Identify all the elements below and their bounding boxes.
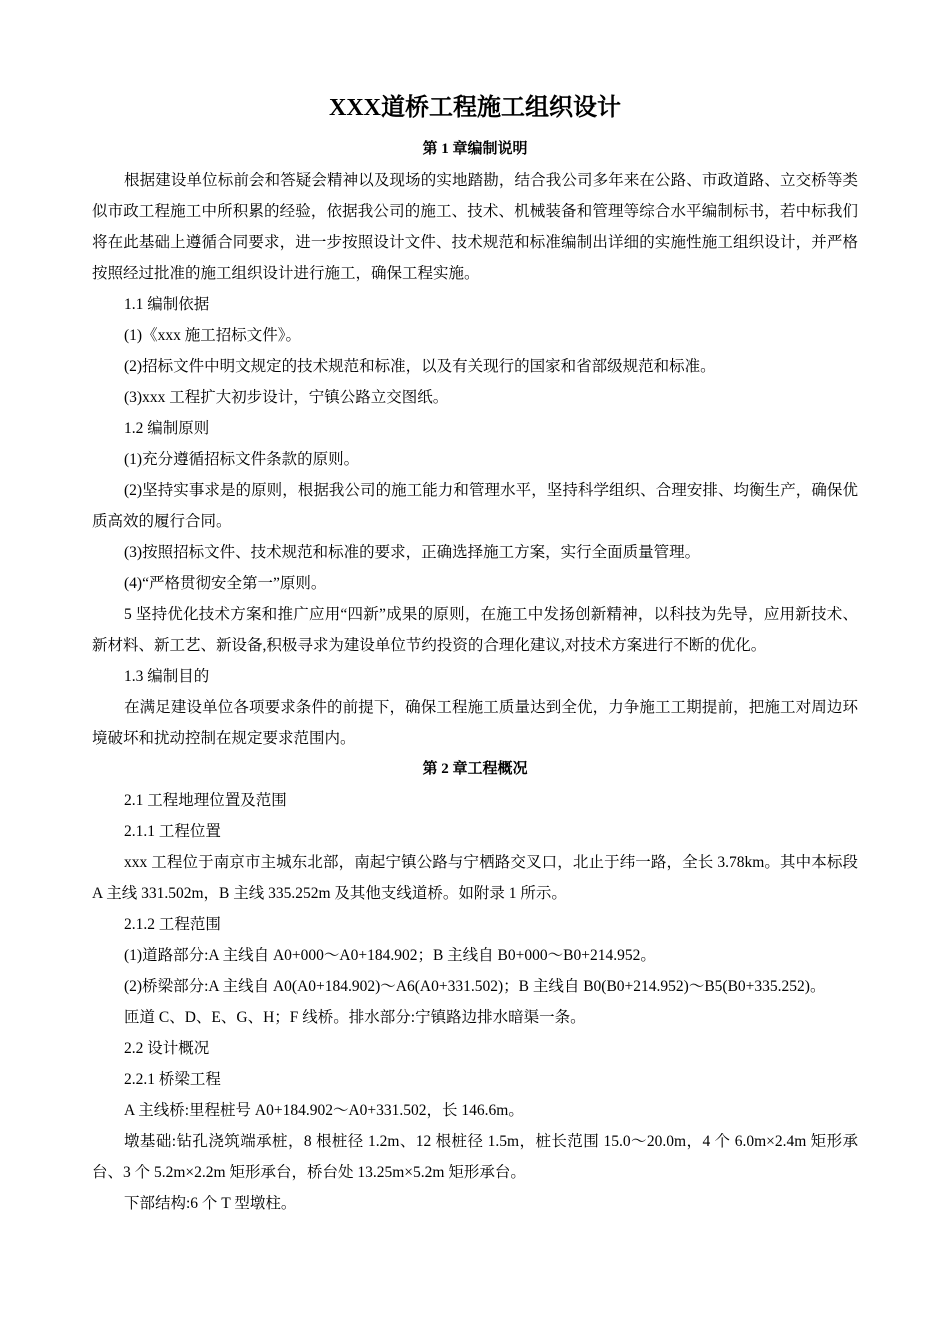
paragraph: (2)招标文件中明文规定的技术规范和标准，以及有关现行的国家和省部级规范和标准。 <box>124 358 716 375</box>
paragraph: 下部结构:6 个 T 型墩柱。 <box>124 1195 297 1212</box>
paragraph: A 主线桥:里程桩号 A0+184.902～A0+331.502，长 146.6m。 <box>124 1102 524 1119</box>
paragraph: 2.1.1 工程位置 <box>124 823 221 840</box>
chapter-heading: 第 1 章编制说明 <box>422 141 528 157</box>
paragraph: 2.2.1 桥梁工程 <box>124 1071 221 1088</box>
paragraph: (1)《xxx 施工招标文件》。 <box>124 327 301 344</box>
paragraph: 2.2 设计概况 <box>124 1040 210 1057</box>
document-page <box>92 88 858 1219</box>
paragraph: (3)xxx 工程扩大初步设计，宁镇公路立交图纸。 <box>124 389 449 406</box>
paragraph: 2.1 工程地理位置及范围 <box>124 792 287 809</box>
paragraph: 1.1 编制依据 <box>124 296 210 313</box>
paragraph: 1.3 编制目的 <box>124 668 210 685</box>
document-body <box>92 134 858 1219</box>
paragraph: (1)道路部分:A 主线自 A0+000～A0+184.902；B 主线自 B0+000～B0+214.952。 <box>124 947 656 964</box>
paragraph: 5 坚持优化技术方案和推广应用“四新”成果的原则，在施工中发扬创新精神，以科技为先导，应用新技术、新材料、新工艺、新设备,积极寻求为建设单位节约投资的合理化建议,对技术方案进行不断的优化。 <box>92 606 858 654</box>
paragraph: 1.2 编制原则 <box>124 420 210 437</box>
paragraph: xxx 工程位于南京市主城东北部，南起宁镇公路与宁栖路交叉口，北止于纬一路，全长 3.78km。其中本标段 A 主线 331.502m，B 主线 335.252m 及其他支线道桥。如附录 1 所示。 <box>92 854 858 902</box>
paragraph: (2)坚持实事求是的原则，根据我公司的施工能力和管理水平，坚持科学组织、合理安排、均衡生产，确保优质高效的履行合同。 <box>92 482 858 530</box>
paragraph: 墩基础:钻孔浇筑端承桩，8 根桩径 1.2m、12 根桩径 1.5m，桩长范围 15.0～20.0m，4 个 6.0m×2.4m 矩形承台、3 个 5.2m×2.2m 矩形承台，桥台处 13.25m×5.2m 矩形承台。 <box>92 1133 858 1181</box>
paragraph: 根据建设单位标前会和答疑会精神以及现场的实地踏勘，结合我公司多年来在公路、市政道路、立交桥等类似市政工程施工中所积累的经验，依据我公司的施工、技术、机械装备和管理等综合水平编制标书，若中标我们将在此基础上遵循合同要求，进一步按照设计文件、技术规范和标准编制出详细的实施性施工组织设计，并严格按照经过批准的施工组织设计进行施工，确保工程实施。 <box>92 172 858 282</box>
paragraph: 2.1.2 工程范围 <box>124 916 221 933</box>
paragraph: 匝道 C、D、E、G、H；F 线桥。排水部分:宁镇路边排水暗渠一条。 <box>124 1009 586 1026</box>
paragraph: (1)充分遵循招标文件条款的原则。 <box>124 451 360 468</box>
chapter-heading: 第 2 章工程概况 <box>422 761 528 777</box>
document-title: XXX道桥工程施工组织设计 <box>329 95 621 121</box>
paragraph: 在满足建设单位各项要求条件的前提下，确保工程施工质量达到全优，力争施工工期提前，把施工对周边环境破坏和扰动控制在规定要求范围内。 <box>92 699 858 747</box>
paragraph: (2)桥梁部分:A 主线自 A0(A0+184.902)～A6(A0+331.502)；B 主线自 B0(B0+214.952)～B5(B0+335.252)。 <box>124 978 826 995</box>
paragraph: (3)按照招标文件、技术规范和标准的要求，正确选择施工方案，实行全面质量管理。 <box>124 544 701 561</box>
paragraph: (4)“严格贯彻安全第一”原则。 <box>124 575 327 592</box>
